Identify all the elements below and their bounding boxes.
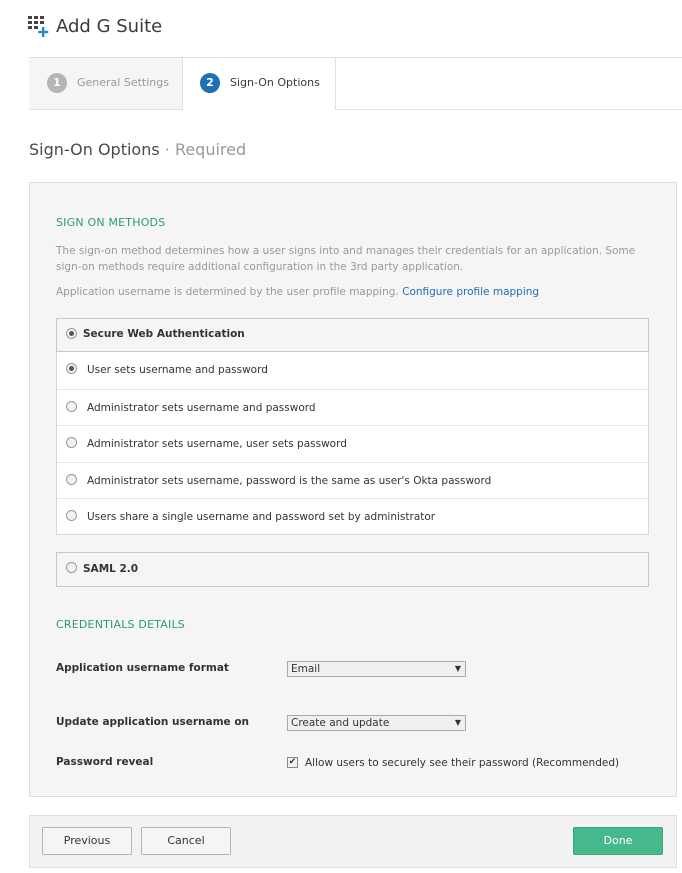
- list-item[interactable]: [57, 352, 648, 388]
- option-label: Administrator sets username, password is the same as user's Okta password: [87, 475, 492, 487]
- section-title: [29, 140, 246, 159]
- username-note: [56, 284, 539, 300]
- configure-profile-mapping-link[interactable]: Configure profile mapping: [402, 286, 540, 298]
- tab-label: General Settings: [77, 76, 169, 89]
- username-note-text: Application username is determined by the user profile mapping.: [56, 286, 399, 298]
- sign-on-methods-heading: SIGN ON METHODS: [56, 216, 166, 229]
- option-radio[interactable]: [66, 363, 77, 374]
- option-radio[interactable]: [66, 401, 77, 412]
- step-number: 1: [47, 73, 67, 93]
- saml-method-option[interactable]: [56, 552, 649, 587]
- triangle-down-icon: ▼: [454, 664, 461, 673]
- triangle-down-icon: ▼: [454, 718, 461, 727]
- list-item[interactable]: [57, 498, 648, 535]
- swa-radio[interactable]: [66, 328, 77, 339]
- section-title-text: Sign-On Options: [29, 140, 160, 159]
- tab-sign-on-options[interactable]: [183, 58, 336, 110]
- grid-add-icon: [28, 16, 50, 38]
- password-reveal-checkbox[interactable]: ✔: [288, 757, 297, 767]
- option-label: Users share a single username and password set by administrator: [87, 511, 436, 523]
- username-format-select[interactable]: [287, 661, 466, 677]
- list-item[interactable]: [57, 389, 648, 426]
- swa-label: Secure Web Authentication: [83, 328, 245, 340]
- wizard-steps: [29, 57, 682, 110]
- update-on-select[interactable]: [287, 715, 466, 731]
- page-title: Add G Suite: [56, 16, 163, 37]
- saml-radio[interactable]: [66, 562, 77, 573]
- swa-method-option[interactable]: [56, 318, 649, 352]
- select-value: Create and update: [291, 717, 390, 729]
- option-label: Administrator sets username and password: [87, 402, 316, 414]
- previous-button[interactable]: Previous: [42, 827, 132, 855]
- select-value: Email: [291, 663, 321, 675]
- option-radio[interactable]: [66, 474, 77, 485]
- option-label: User sets username and password: [87, 364, 268, 376]
- password-reveal-label: Password reveal: [56, 756, 154, 768]
- cancel-button[interactable]: Cancel: [141, 827, 231, 855]
- required-label: · Required: [164, 140, 247, 159]
- saml-label: SAML 2.0: [83, 563, 139, 575]
- option-radio[interactable]: [66, 437, 77, 448]
- wizard-footer: [29, 815, 677, 868]
- update-on-label: Update application username on: [56, 716, 250, 728]
- sign-on-description: The sign-on method determines how a user signs into and manages their credentials for an application. Some sign-on methods require additional configuration in the 3rd party application.: [56, 245, 636, 273]
- swa-options-list: [56, 352, 649, 535]
- list-item[interactable]: [57, 462, 648, 499]
- tab-general-settings[interactable]: [29, 58, 183, 109]
- password-reveal-checkbox-label: Allow users to securely see their password (Recommended): [305, 757, 620, 769]
- option-radio[interactable]: [66, 510, 77, 521]
- username-format-label: Application username format: [56, 662, 229, 674]
- credentials-heading: CREDENTIALS DETAILS: [56, 618, 185, 631]
- done-button[interactable]: Done: [573, 827, 663, 855]
- option-label: Administrator sets username, user sets password: [87, 438, 347, 450]
- step-number: 2: [200, 73, 220, 93]
- tab-label: Sign-On Options: [230, 76, 320, 89]
- list-item[interactable]: [57, 425, 648, 462]
